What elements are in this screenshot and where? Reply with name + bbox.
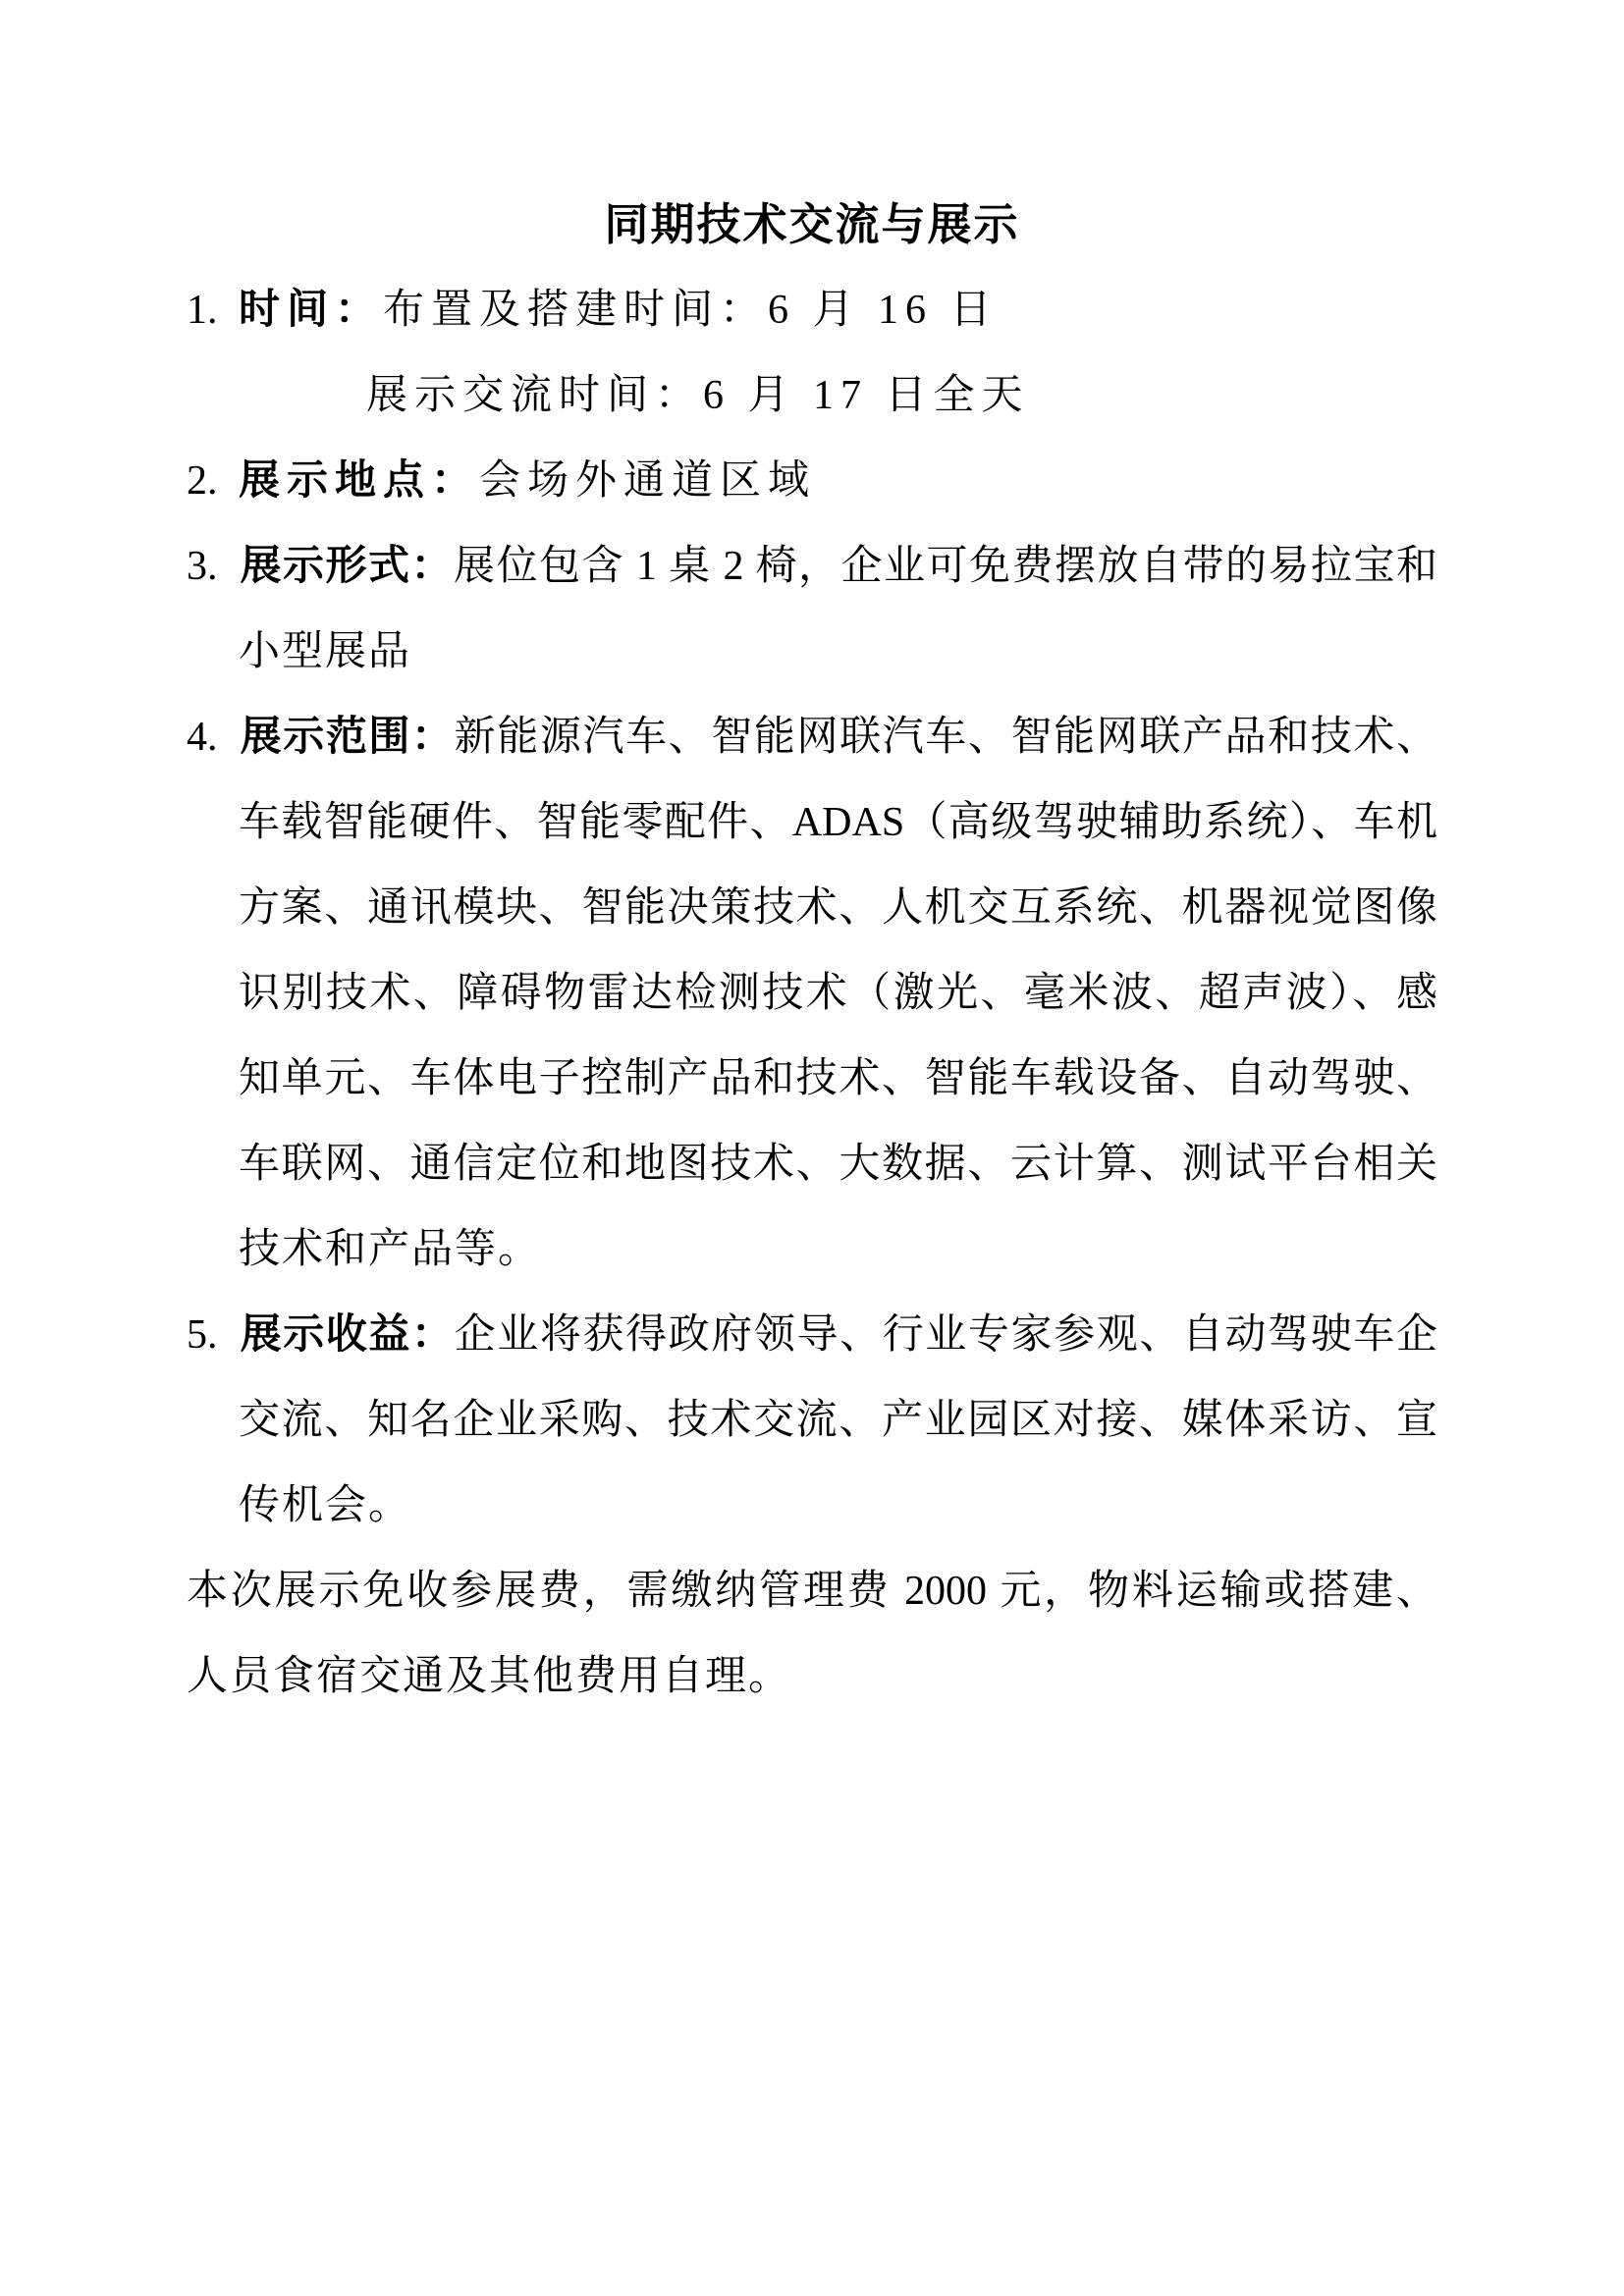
item-line: 识别技术、障碍物雷达检测技术（激光、毫米波、超声波）、感 [239, 971, 1437, 1016]
item-line [187, 524, 1437, 610]
item-label: 展示形式： [239, 544, 454, 589]
closing-paragraph [187, 1549, 1437, 1720]
list-item-location [187, 439, 1437, 524]
item-line: 知单元、车体电子控制产品和技术、智能车载设备、自动驾驶、 [239, 1056, 1437, 1101]
item-number: 2. [187, 458, 218, 504]
item-label: 时间： [239, 288, 384, 333]
item-line: 交流、知名企业采购、技术交流、产业园区对接、媒体采访、宣 [239, 1398, 1437, 1443]
item-line: 技术和产品等。 [239, 1227, 542, 1272]
item-text: 企业将获得政府领导、行业专家参观、自动驾驶车企 [454, 1312, 1437, 1358]
item-text: 会场外通道区域 [479, 458, 817, 504]
list-item-benefits [187, 1293, 1437, 1549]
item-line: 车载智能硬件、智能零配件、ADAS（高级驾驶辅助系统）、车机 [239, 800, 1437, 845]
item-number: 5. [187, 1312, 218, 1358]
item-line: 小型展品 [239, 629, 412, 674]
item-label: 展示范围： [239, 715, 455, 760]
item-line [187, 268, 1437, 353]
item-number: 4. [187, 715, 218, 760]
item-text: 布置及搭建时间：6 月 16 日 [383, 288, 999, 333]
closing-line: 人员食宿交通及其他费用自理。 [187, 1654, 792, 1699]
item-line: 方案、通讯模块、智能决策技术、人机交互系统、机器视觉图像 [239, 885, 1437, 931]
item-label: 展示地点： [239, 458, 480, 504]
item-line: 车联网、通信定位和地图技术、大数据、云计算、测试平台相关 [239, 1142, 1437, 1187]
item-line [187, 439, 1437, 524]
item-label: 展示收益： [239, 1312, 455, 1358]
item-text: 新能源汽车、智能网联汽车、智能网联产品和技术、 [454, 715, 1437, 760]
page-title: 同期技术交流与展示 [604, 200, 1020, 249]
item-line: 传机会。 [239, 1483, 412, 1528]
item-line: 展示交流时间：6 月 17 日全天 [366, 373, 1030, 418]
list-item-format [187, 524, 1437, 695]
closing-line: 本次展示免收参展费，需缴纳管理费 2000 元，物料运输或搭建、 [187, 1569, 1437, 1614]
item-number: 1. [187, 288, 218, 333]
item-text: 展位包含 1 桌 2 椅，企业可免费摆放自带的易拉宝和 [454, 544, 1437, 589]
item-number: 3. [187, 544, 218, 589]
item-line [187, 1293, 1437, 1378]
list-item-time [187, 268, 1437, 439]
item-line [187, 695, 1437, 780]
list-item-scope [187, 695, 1437, 1293]
